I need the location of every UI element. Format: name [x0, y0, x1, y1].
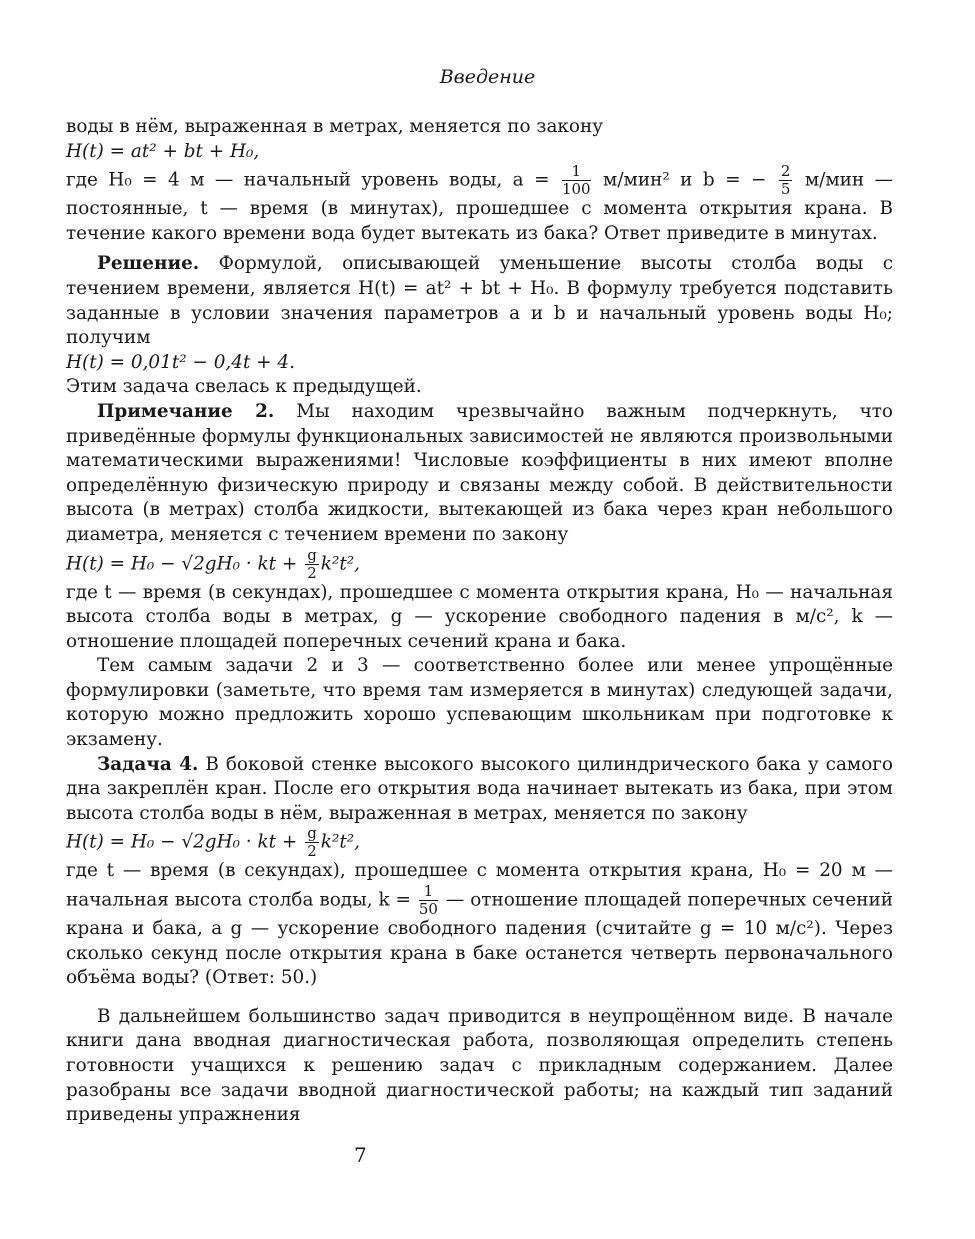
spacer [66, 991, 893, 1005]
text-run: м/мин — постоянные, t — время (в минутах), прошедшее с момента открытия крана. В течение какого времени вода будет вытекать из бака? Ответ приведите в минутах. [66, 169, 893, 244]
text-run: В боковой стенке высокого высокого цилиндрического бака у самого дна закреплён кран. После его открытия вода начинает вытекать из бака, при этом высота столба воды в нём, выраженная в метрах, меняется по закону [66, 753, 893, 824]
paragraph: В дальнейшем большинство задач приводится в неупрощённом виде. В начале книги дана вводная диагностическая работа, позволяющая определить степень готовности учащихся к решению задач с прикладным содержанием. Далее разобраны все задачи вводной диагностической работы; на каждый тип заданий приведены упражнения [66, 1005, 893, 1126]
fraction [419, 884, 438, 917]
fraction [305, 826, 319, 859]
fraction [779, 164, 793, 197]
numerator: 1 [562, 164, 591, 181]
text-run: м/мин² и b = − [603, 169, 767, 191]
denominator: 2 [307, 563, 317, 582]
paragraph [66, 753, 893, 827]
text-run: — отношение площадей поперечных сечений крана и бака, а g — ускорение свободного падения (считайте g = 10 м/с²). Через сколько секунд после открытия крана в баке останется четверть первоначального объёма воды? (Ответ: 50.) [66, 889, 893, 989]
formula [66, 826, 893, 859]
text-run: k²t², [320, 553, 360, 574]
fraction [305, 545, 319, 582]
text-run: k²t², [320, 831, 360, 853]
text-run: H(t) = H₀ − √2gH₀ · kt + [66, 553, 298, 574]
paragraph [66, 164, 893, 246]
text-run: Мы находим чрезвычайно важным подчеркнуть, что приведённые формулы функциональных зависимостей не являются произвольными математическими выражениями! Числовые коэффициенты в них имеют вполне определённую физическую природу и связаны между собой. В действительности высота (в метрах) столба жидкости, вытекающей из бака через кран небольшого диаметра, меняется с течением времени по закону [66, 400, 893, 545]
solution-label: Решение. [97, 253, 200, 275]
formula: H(t) = 0,01t² − 0,4t + 4. [66, 351, 295, 373]
paragraph: воды в нём, выраженная в метрах, меняется по закону [66, 116, 604, 137]
paragraph [66, 252, 893, 350]
numerator: 1 [419, 884, 438, 901]
text-run: Формулой, описывающей уменьшение высоты столба воды с течением времени, является H(t) = at² + bt + H₀. В формулу требуется подставить заданные в условии значения параметров a и b и начальный уровень воды H₀; получим [66, 253, 893, 349]
numerator: g [307, 824, 317, 843]
formula [66, 545, 893, 582]
paragraph: Этим задача свелась к предыдущей. [66, 376, 422, 398]
task-label: Задача 4. [97, 753, 199, 775]
paragraph: где t — время (в секундах), прошедшее с момента открытия крана, H₀ — начальная высота столба воды в метрах, g — ускорение свободного падения в м/с², k — отношение площадей поперечных сечений крана и бака. [66, 581, 893, 652]
page-number: 7 [354, 1143, 367, 1167]
text-run: где H₀ = 4 м — начальный уровень воды, a = [66, 169, 550, 191]
numerator: g [307, 545, 317, 564]
note-label: Примечание 2. [97, 400, 275, 422]
paragraph: Тем самым задачи 2 и 3 — соответственно более или менее упрощённые формулировки (заметьте, что время там измеряется в минутах) следующей задачи, которую можно предложить хорошо успевающим школьникам при подготовке к экзамену. [66, 655, 893, 751]
page-body [66, 115, 893, 1128]
text-run: H(t) = H₀ − √2gH₀ · kt + [66, 831, 298, 853]
text-run: где t — время (в секундах), прошедшее с момента открытия крана, H₀ = 20 м — начальная высота столба воды, k = [66, 860, 893, 911]
denominator: 5 [780, 180, 791, 199]
running-header: Введение [439, 66, 536, 88]
paragraph [66, 400, 893, 548]
denominator: 50 [418, 900, 438, 919]
denominator: 2 [307, 842, 317, 861]
paragraph [66, 859, 893, 990]
denominator: 100 [561, 180, 591, 199]
numerator: 2 [780, 162, 791, 181]
formula: H(t) = at² + bt + H₀, [66, 140, 260, 162]
fraction [562, 164, 591, 197]
